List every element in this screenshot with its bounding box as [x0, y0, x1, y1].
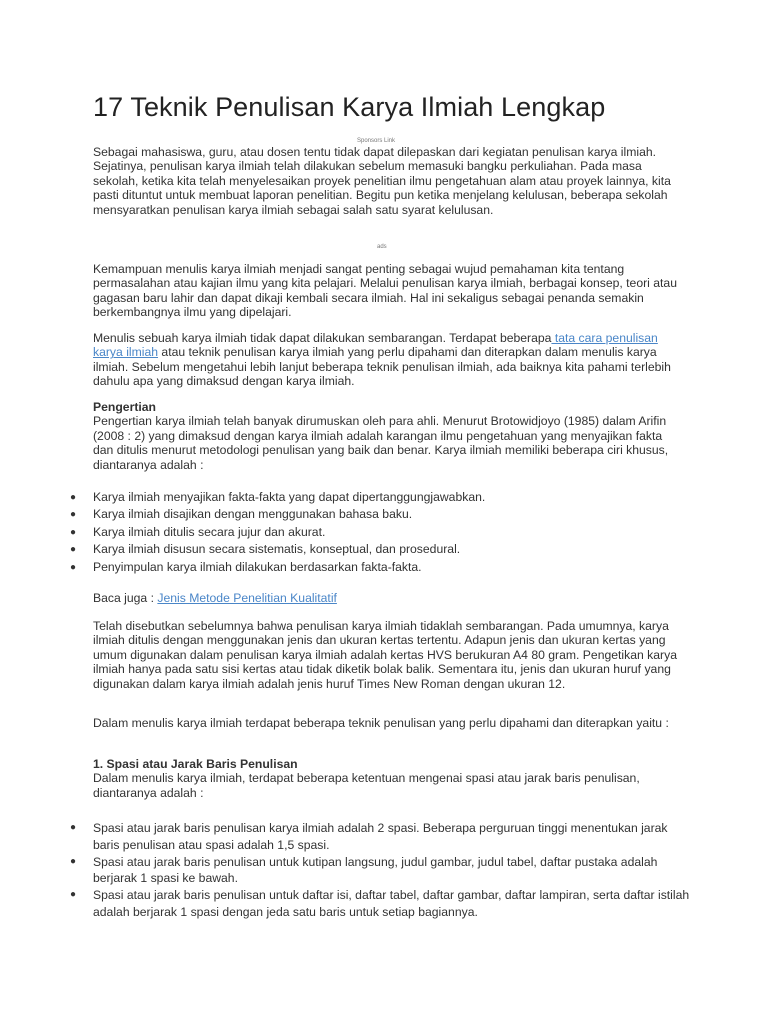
pengertian-heading: Pengertian — [93, 400, 156, 414]
list-item — [70, 541, 690, 558]
paragraph-techniques — [93, 331, 683, 389]
paragraph-importance: Kemampuan menulis karya ilmiah menjadi sangat penting sebagai wujud pemahaman kita tentang permasalahan atau kajian ilmu yang kita pelajari. Melalui penulisan karya ilmiah, berbagai konsep, teori atau gagasan baru lahir dan dapat dikaji kembali secara ilmiah. Hal ini sekaligus sebagai penanda semakin berkembangnya ilmu yang dipelajari. — [93, 262, 677, 320]
paragraph-paper: Telah disebutkan sebelumnya bahwa penulisan karya ilmiah tidaklah sembarangan. Pada umumnya, karya ilmiah ditulis dengan menggunakan jenis dan ukuran kertas tertentu. Adapun jenis dan ukuran kertas yang umum digunakan dalam penulisan karya ilmiah adalah kertas HVS berukuran A4 80 gram. Pengetikan karya ilmiah hanya pada satu sisi kertas atau tidak diketik bolak balik. Sementara itu, jenis dan ukuran huruf yang digunakan dalam karya ilmiah adalah jenis huruf Times New Roman dengan ukuran 12. — [93, 619, 677, 691]
list-item — [70, 524, 690, 541]
list-item — [70, 559, 690, 576]
list-item — [70, 854, 690, 888]
baca-juga-label: Baca juga : — [93, 591, 158, 605]
jenis-metode-link[interactable]: Jenis Metode Penelitian Kualitatif — [157, 591, 337, 605]
list-item-text: Spasi atau jarak baris penulisan karya ilmiah adalah 2 spasi. Beberapa perguruan tinggi menentukan jarak baris penulisan atau spasi adalah 1,5 spasi. — [93, 821, 668, 852]
list-item-text: Karya ilmiah disusun secara sistematis, konseptual, dan prosedural. — [93, 542, 461, 557]
bullet-icon: ● — [70, 509, 77, 521]
list-item — [70, 887, 690, 921]
list-item-text: Spasi atau jarak baris penulisan untuk daftar isi, daftar tabel, daftar gambar, daftar lampiran, serta daftar istilah adalah berjarak 1 spasi dengan jeda satu baris untuk setiap bagiannya. — [93, 888, 690, 919]
list-item — [70, 506, 690, 523]
list-item-text: Spasi atau jarak baris penulisan untuk kutipan langsung, judul gambar, judul tabel, daftar pustaka adalah berjarak 1 spasi ke bawah. — [93, 854, 658, 886]
baca-juga — [93, 591, 683, 605]
paragraph-techniques-before: Menulis sebuah karya ilmiah tidak dapat dilakukan sembarangan. Terdapat beberapa — [93, 331, 552, 345]
bullet-icon: ● — [70, 889, 77, 901]
bullet-icon: ● — [70, 526, 77, 538]
bullet-icon: ● — [70, 492, 77, 503]
ciri-list — [70, 489, 690, 576]
bullet-icon: ● — [70, 822, 77, 833]
list-item-text: Penyimpulan karya ilmiah dilakukan berdasarkan fakta-fakta. — [93, 559, 422, 574]
bullet-icon: ● — [70, 544, 77, 556]
list-item — [70, 820, 690, 854]
paragraph-intro: Sebagai mahasiswa, guru, atau dosen tentu tidak dapat dilepaskan dari kegiatan penulisan karya ilmiah. Sejatinya, penulisan karya ilmiah telah dilakukan sebelum memasuki bangku perkuliahan. Pada masa sekolah, ketika kita telah menyelesaikan proyek penelitian ilmu pengetahuan alam atau proyek lainnya, kita pasti dituntut untuk membuat laporan penelitian. Begitu pun ketika menjelang kelulusan, beberapa sekolah mensyaratkan penulisan karya ilmiah sebagai salah satu syarat kelulusan. — [93, 145, 671, 217]
list-item-text: Karya ilmiah ditulis secara jujur dan akurat. — [93, 524, 326, 539]
section-spasi-heading: 1. Spasi atau Jarak Baris Penulisan — [93, 757, 298, 771]
spasi-list — [70, 820, 690, 921]
paragraph-techniques-after: atau teknik penulisan karya ilmiah yang perlu dipahami dan diterapkan dalam menulis karya ilmiah. Sebelum mengetahui lebih lanjut beberapa teknik penulisan ilmiah, ada baiknya kita pahami terlebih dahulu apa yang dimaksud dengan karya ilmiah. — [93, 345, 671, 389]
list-item-text: Karya ilmiah disajikan dengan menggunakan bahasa baku. — [93, 507, 413, 522]
page-title: 17 Teknik Penulisan Karya Ilmiah Lengkap — [93, 92, 606, 122]
list-item-text: Karya ilmiah menyajikan fakta-fakta yang dapat dipertanggungjawabkan. — [93, 490, 486, 504]
ads-label: ads — [377, 244, 387, 250]
bullet-icon: ● — [70, 855, 77, 867]
sponsors-link-label: Sponsors Link — [357, 138, 396, 144]
pengertian-section — [93, 400, 683, 472]
bullet-icon: ● — [70, 561, 77, 573]
list-item — [70, 489, 690, 506]
paragraph-teknik-intro: Dalam menulis karya ilmiah terdapat beberapa teknik penulisan yang perlu dipahami dan diterapkan yaitu : — [93, 716, 669, 730]
section-spasi — [93, 757, 683, 800]
tata-cara-link[interactable]: tata cara penulisan karya ilmiah — [93, 331, 658, 360]
pengertian-text: Pengertian karya ilmiah telah banyak dirumuskan oleh para ahli. Menurut Brotowidjoyo (1985) dalam Arifin (2008 : 2) yang dimaksud dengan karya ilmiah adalah karangan ilmu pengetahuan yang menyajikan fakta dan ditulis menurut metodologi penulisan yang baik dan benar. Karya ilmiah memiliki beberapa ciri khusus, diantaranya adalah : — [93, 414, 669, 472]
section-spasi-text: Dalam menulis karya ilmiah, terdapat beberapa ketentuan mengenai spasi atau jarak baris penulisan, diantaranya adalah : — [93, 771, 640, 800]
